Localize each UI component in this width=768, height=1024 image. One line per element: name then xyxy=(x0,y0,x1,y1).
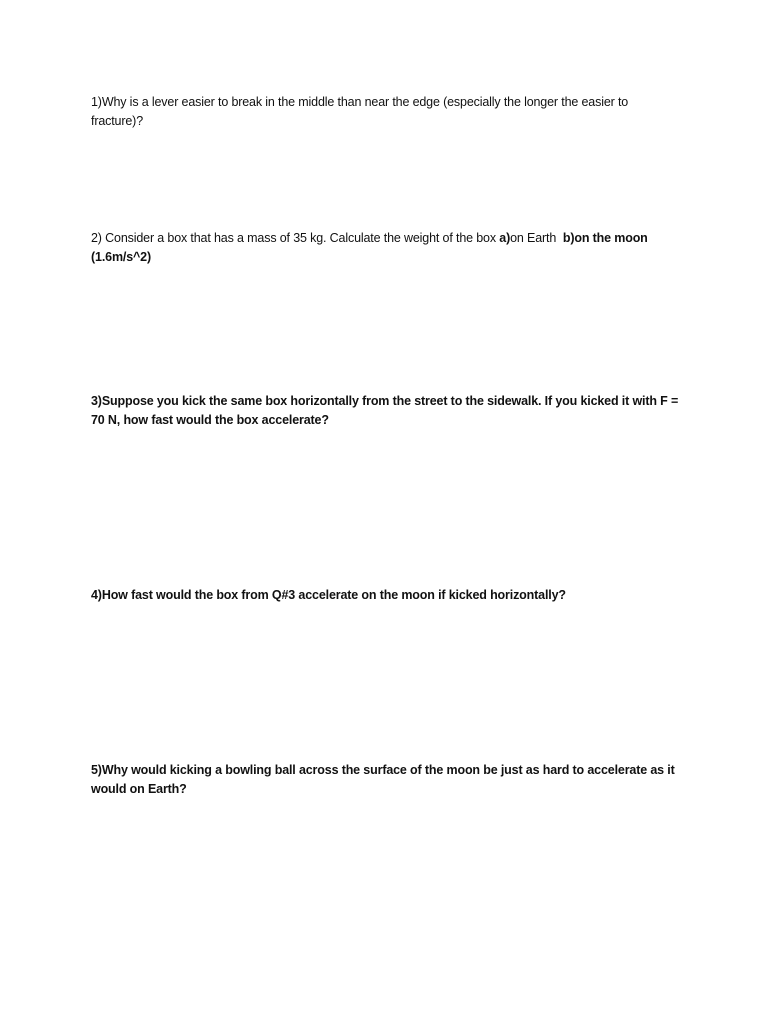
question-3-line-1: 3)Suppose you kick the same box horizontally from the street to the sidewalk. If you kicked it with F = xyxy=(91,394,679,408)
question-3-line-2: 70 N, how fast would the box accelerate? xyxy=(91,413,329,427)
question-5-line-1: 5)Why would kicking a bowling ball across the surface of the moon be just as hard to accelerate as it xyxy=(91,763,675,777)
question-1 xyxy=(91,93,681,131)
question-2-line-2: (1.6m/s^2) xyxy=(91,250,151,264)
question-2-part-b-marker: b) xyxy=(562,231,575,245)
question-5-line-2: would on Earth? xyxy=(91,782,187,796)
question-2-line-1 xyxy=(91,229,681,248)
question-1-line-1: 1)Why is a lever easier to break in the middle than near the edge (especially the longer the easier to xyxy=(91,95,629,109)
question-2-prompt: 2) Consider a box that has a mass of 35 kg. Calculate the weight of the box xyxy=(91,231,500,245)
question-3 xyxy=(91,392,681,430)
question-4 xyxy=(91,586,681,605)
question-1-line-2: fracture)? xyxy=(91,114,143,128)
question-5 xyxy=(91,761,681,799)
question-2-part-b-text: on the moon xyxy=(574,231,648,245)
question-4-line-1: 4)How fast would the box from Q#3 accelerate on the moon if kicked horizontally? xyxy=(91,588,566,602)
question-2-part-a-text: on Earth xyxy=(510,231,563,245)
question-2-part-a-marker: a) xyxy=(499,231,511,245)
question-2 xyxy=(91,229,681,267)
